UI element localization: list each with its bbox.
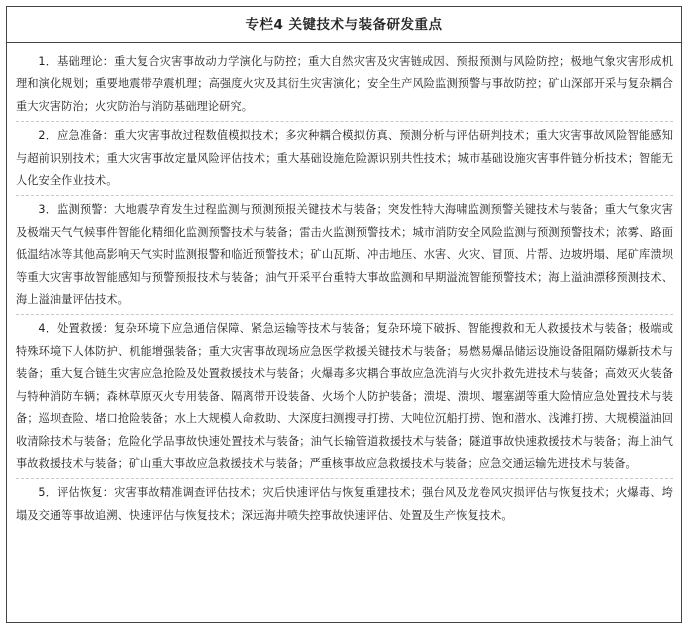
paragraph-emergency-preparation: 2．应急准备：重大灾害事故过程数值模拟技术；多灾种耦合模拟仿真、预测分析与评估研判技术；重大灾害事故风险智能感知与超前识别技术；重大灾害事故定量风险评估技术；重大基础设施危险源识别共性技术；城市基础设施灾害事件链分析技术；智能无人化安全作业技术。 [16,125,673,196]
column-content [7,43,681,530]
paragraph-rescue: 4．处置救援：复杂环境下应急通信保障、紧急运输等技术与装备；复杂环境下破拆、智能搜救和无人救援技术与装备；极端或特殊环境下人体防护、机能增强装备；重大灾害事故现场应急医学救援关键技术与装备；易燃易爆品储运设施设备阻隔防爆新技术与装备；重大复合链生灾害应急抢险及处置救援技术与装备；火爆毒多灾耦合事故应急洗消与火灾扑救先进技术与装备；高效灭火装备与特种消防车辆；森林草原灭火专用装备、隔离带开设装备、火场个人防护装备；溃堤、溃坝、堰塞湖等重大险情应急处置技术与装备；巡坝查险、堵口抢险装备；水上大规模人命救助、大深度扫测搜寻打捞、大吨位沉船打捞、饱和潜水、浅滩打捞、大规模溢油回收清除技术与装备；危险化学品事故快速处置技术与装备；油气长输管道救援技术与装备；隧道事故快速救援技术与装备；海上油气事故救援技术与装备；矿山重大事故应急救援技术与装备；严重核事故应急救援技术与装备；应急交通运输先进技术与装备。 [16,318,673,479]
column-box [6,6,682,623]
column-title: 专栏4 关键技术与装备研发重点 [7,7,681,43]
paragraph-evaluation-recovery: 5．评估恢复：灾害事故精准调查评估技术；灾后快速评估与恢复重建技术；强台风及龙卷风灾损评估与恢复技术；火爆毒、垮塌及交通等事故追溯、快速评估与恢复技术；深远海井喷失控事故快速评估、处置及生产恢复技术。 [16,486,673,522]
paragraph-basic-theory: 1．基础理论：重大复合灾害事故动力学演化与防控；重大自然灾害及灾害链成因、预报预测与风险防控；极地气象灾害形成机理和演化规划；重要地震带孕震机理；高强度火灾及其衍生灾害演化；安全生产风险监测预警与事故防控；矿山深部开采与复杂耦合重大灾害防治；火灾防治与消防基础理论研究。 [16,51,673,122]
paragraph-monitoring-warning: 3．监测预警：大地震孕育发生过程监测与预测预报关键技术与装备；突发性特大海啸监测预警关键技术与装备；重大气象灾害及极端天气气候事件智能化精细化监测预警技术与装备；雷击火监测预警技术；城市消防安全风险监测与预测预警技术；浓雾、路面低温结冰等其他高影响天气实时监测报警和临近预警技术；矿山瓦斯、冲击地压、水害、火灾、冒顶、片帮、边坡坍塌、尾矿库溃坝等重大灾害事故智能感知与预警预报技术与装备；油气开采平台重特大事故监测和早期溢流智能预警技术；海上溢油漂移预测技术、海上溢油量评估技术。 [16,199,673,315]
